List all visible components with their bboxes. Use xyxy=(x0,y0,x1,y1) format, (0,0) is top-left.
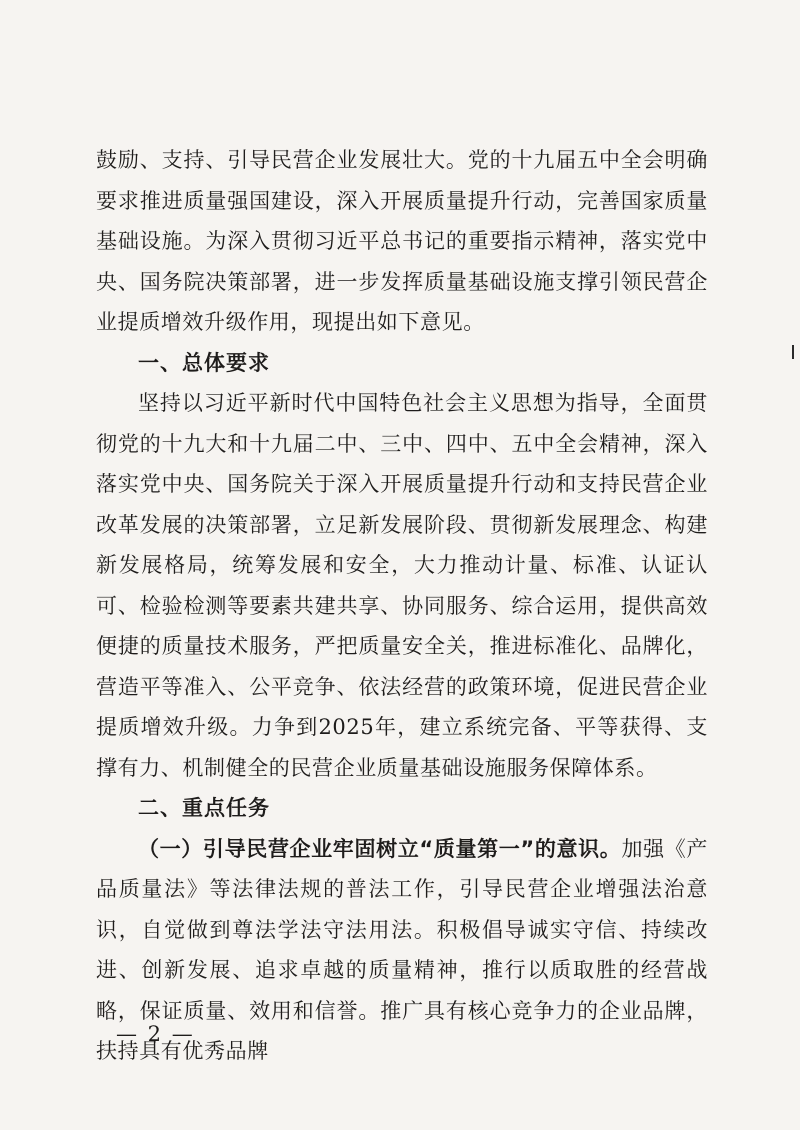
overall-requirements-paragraph: 坚持以习近平新时代中国特色社会主义思想为指导，全面贯彻党的十九大和十九届二中、三中、四中、五中全会精神，深入落实党中央、国务院关于深入开展质量提升行动和支持民营企业改革发展的决策部署，立足新发展阶段、贯彻新发展理念、构建新发展格局，统筹发展和安全，大力推动计量、标准、认证认可、检验检测等要素共建共享、协同服务、综合运用，提供高效便捷的质量技术服务，严把质量安全关，推进标准化、品牌化，营造平等准入、公平竞争、依法经营的政策环境，促进民营企业提质增效升级。力争到2025年，建立系统完备、平等获得、支撑有力、机制健全的民营企业质量基础设施服务保障体系。 xyxy=(96,391,708,780)
intro-paragraph: 鼓励、支持、引导民营企业发展壮大。党的十九届五中全会明确要求推进质量强国建设，深入开展质量提升行动，完善国家质量基础设施。为深入贯彻习近平总书记的重要指示精神，落实党中央、国务院决策部署，进一步发挥质量基础设施支撑引领民营企业提质增效升级作用，现提出如下意见。 xyxy=(96,148,708,334)
page-number: — 2 — xyxy=(116,1022,195,1046)
scan-mark xyxy=(792,345,794,359)
document-body xyxy=(96,140,708,1072)
key-task-item-1-lead: （一）引导民营企业牢固树立“质量第一”的意识。 xyxy=(138,836,622,861)
section-heading-key-tasks: 二、重点任务 xyxy=(138,796,270,820)
section-heading-overall-requirements: 一、总体要求 xyxy=(138,350,270,375)
key-task-item-1-body: 加强《产品质量法》等法律法规的普法工作，引导民营企业增强法治意识，自觉做到尊法学法守法用法。积极倡导诚实守信、持续改进、创新发展、追求卓越的质量精神，推行以质取胜的经营战略，保证质量、效用和信誉。推广具有核心竞争力的企业品牌，扶持具有优秀品牌 xyxy=(96,836,708,1063)
